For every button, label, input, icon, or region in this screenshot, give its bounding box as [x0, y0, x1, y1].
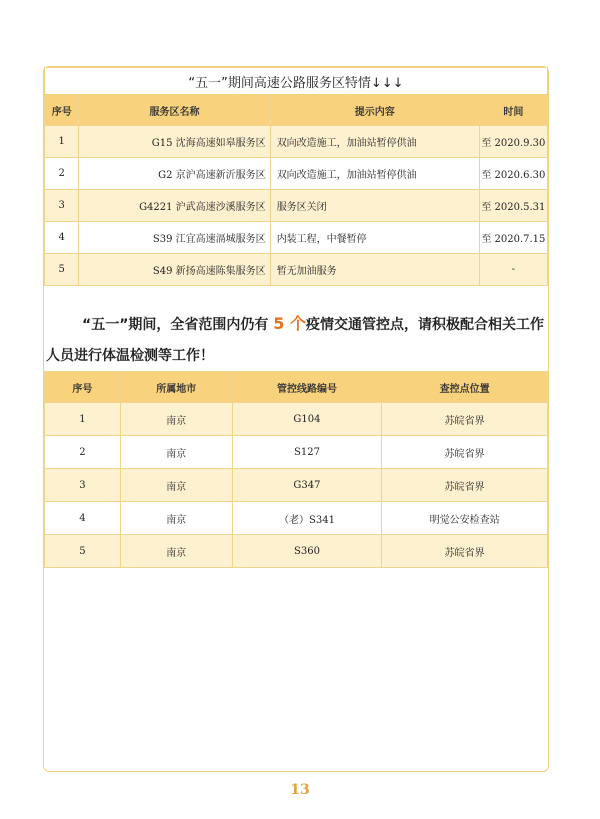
row-city: 南京 [120, 502, 232, 535]
row-time: 至 2020.5.31 [479, 190, 547, 222]
table-row [45, 403, 548, 436]
row-city: 南京 [120, 403, 232, 436]
row-tip: 内装工程，中餐暂停 [270, 222, 479, 254]
header-no: 序号 [45, 95, 79, 126]
service-area-table [44, 67, 548, 286]
row-location: 苏皖省界 [382, 469, 548, 502]
notice-text-after: 疫情交通管控点，请积极配合相关工作人员进行体温检测等工作！ [46, 317, 544, 364]
table-row [45, 126, 548, 158]
row-location: 苏皖省界 [382, 535, 548, 568]
header-time: 时间 [479, 95, 547, 126]
row-time: 至 2020.9.30 [479, 126, 547, 158]
row-no: 2 [45, 436, 121, 469]
table-row [45, 158, 548, 190]
row-area: G4221 沪武高速沙溪服务区 [79, 190, 270, 222]
service-area-table-title: “五一”期间高速公路服务区特情↓↓↓ [45, 68, 548, 95]
row-no: 3 [45, 190, 79, 222]
row-location: 明觉公安检查站 [382, 502, 548, 535]
table-row [45, 436, 548, 469]
row-city: 南京 [120, 535, 232, 568]
table-row [45, 502, 548, 535]
row-no: 4 [45, 502, 121, 535]
row-city: 南京 [120, 436, 232, 469]
page-number: 13 [290, 782, 310, 798]
row-route: G347 [232, 469, 382, 502]
table-row [45, 190, 548, 222]
table-row [45, 222, 548, 254]
header-location: 查控点位置 [382, 372, 548, 403]
row-time: - [479, 254, 547, 286]
row-location: 苏皖省界 [382, 403, 548, 436]
row-tip: 双向改造施工，加油站暂停供油 [270, 126, 479, 158]
header-tip: 提示内容 [270, 95, 479, 126]
row-no: 5 [45, 535, 121, 568]
row-route: G104 [232, 403, 382, 436]
row-tip: 暂无加油服务 [270, 254, 479, 286]
header-no: 序号 [45, 372, 121, 403]
table-row [45, 535, 548, 568]
row-time: 至 2020.6.30 [479, 158, 547, 190]
notice-paragraph [46, 308, 546, 372]
row-tip: 双向改造施工，加油站暂停供油 [270, 158, 479, 190]
row-area: G15 沈海高速如皋服务区 [79, 126, 270, 158]
header-city: 所属地市 [120, 372, 232, 403]
notice-text-before: “五一”期间，全省范围内仍有 [82, 317, 274, 333]
row-route: S360 [232, 535, 382, 568]
header-area: 服务区名称 [79, 95, 270, 126]
row-no: 1 [45, 126, 79, 158]
row-no: 4 [45, 222, 79, 254]
header-route: 管控线路编号 [232, 372, 382, 403]
row-route: S127 [232, 436, 382, 469]
row-no: 3 [45, 469, 121, 502]
row-no: 2 [45, 158, 79, 190]
control-point-table [44, 371, 548, 568]
row-no: 1 [45, 403, 121, 436]
row-area: S49 新扬高速陈集服务区 [79, 254, 270, 286]
row-no: 5 [45, 254, 79, 286]
row-location: 苏皖省界 [382, 436, 548, 469]
table-row [45, 469, 548, 502]
row-time: 至 2020.7.15 [479, 222, 547, 254]
row-tip: 服务区关闭 [270, 190, 479, 222]
row-route: （老）S341 [232, 502, 382, 535]
row-city: 南京 [120, 469, 232, 502]
row-area: S39 江宜高速滆城服务区 [79, 222, 270, 254]
notice-highlight-count: 5 个 [273, 314, 306, 333]
table-row [45, 254, 548, 286]
row-area: G2 京沪高速新沂服务区 [79, 158, 270, 190]
